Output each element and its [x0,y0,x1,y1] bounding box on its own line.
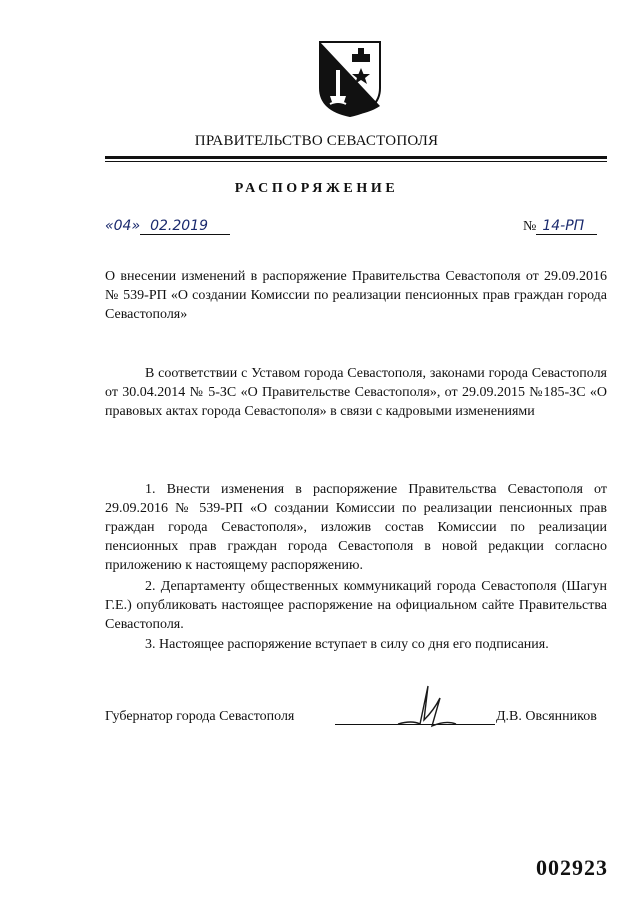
government-title: ПРАВИТЕЛЬСТВО СЕВАСТОПОЛЯ [194,133,439,149]
header-divider-thick [105,156,607,159]
document-type: РАСПОРЯЖЕНИЕ [234,181,399,196]
signatory-name: Д.В. Овсянников [496,709,597,724]
serial-number: 002923 [536,855,608,880]
list-item: 1. Внести изменения в распоряжение Правительства Севастополя от 29.09.2016 № 539-РП «О создании Комиссии по реализации пенсионных прав граждан города Севастополя», изложив состав Комиссии по реализации пенсионных прав граждан города Севастополя в новой редакции согласно приложению к настоящему распоряжению. [105,482,607,573]
document-number [523,218,597,235]
date-open-quote: « [105,218,114,234]
document-title: О внесении изменений в распоряжение Правительства Севастополя от 29.09.2016 № 539-РП «О создании Комиссии по реализации пенсионных прав граждан города Севастополя» [105,269,607,322]
date-day: 04 [113,218,132,234]
preamble: В соответствии с Уставом города Севастополя, законами города Севастополя от 30.04.2014 № 5-ЗС «О Правительстве Севастополя», от 29.09.2015 №185-ЗС «О правовых актах города Севастополя» в связи с кадровыми изменениями [105,366,607,419]
header-divider-thin [105,161,607,162]
list-item: 2. Департаменту общественных коммуникаций города Севастополя (Шагун Г.Е.) опубликовать настоящее распоряжение на официальном сайте Правительства Севастополя. [105,579,607,632]
document-date [105,218,230,235]
list-item: 3. Настоящее распоряжение вступает в силу со дня его подписания. [145,637,549,652]
signatory-position: Губернатор города Севастополя [105,709,295,724]
number-value: 14-РП [536,218,597,235]
date-close-quote: » [131,218,141,234]
number-prefix: № [523,219,537,234]
handwritten-signature-icon [390,680,460,740]
date-month-year: 02.2019 [140,218,230,235]
coat-of-arms-icon [318,40,382,118]
